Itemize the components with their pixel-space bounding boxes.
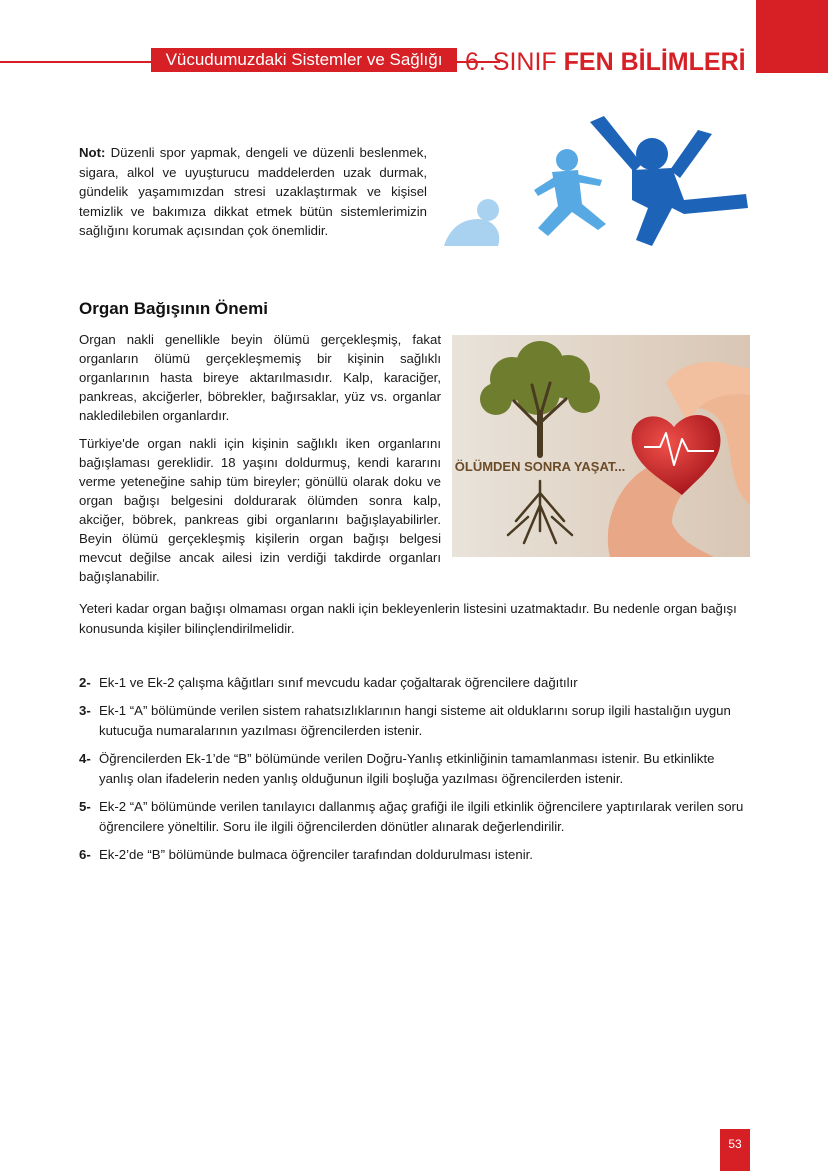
step-number: 6- xyxy=(79,847,91,862)
paragraph-awareness: Yeteri kadar organ bağışı olmaması organ nakli için bekleyenlerin listesini uzatmaktadır. Bu nedenle organ bağışı konusunda kişiler bilinçlendirilmelidir. xyxy=(79,601,737,636)
subject-label: FEN BİLİMLERİ xyxy=(563,48,746,76)
header-corner-block xyxy=(756,0,828,73)
adult-silhouette xyxy=(590,116,748,246)
grade-label: 6. SINIF xyxy=(465,48,557,76)
paragraph-turkey-donation: Türkiye'de organ nakli için kişinin sağlıklı iken organlarını bağışlaması gereklidir. 18 yaşını doldurmuş, kendi kararını verme yeteneğine sahip tüm bireyler; gönüllü olarak doku ve organ bağışı belgesini doldurarak ölümden sonra kalp, akciğer, böbrek, pankreas gibi organlarını bağışlayabilirler. Beyin ölümü gerçekleşmiş kişilerin organ bağışı belgesi mevcut değilse ancak ailesi izin verdiği takdirde organları bağışlanabilir. xyxy=(79,436,441,584)
list-item xyxy=(79,749,751,789)
step-text: Ek-1 ve Ek-2 çalışma kâğıtları sınıf mevcudu kadar çoğaltarak öğrencilere dağıtılır xyxy=(99,675,578,690)
page-number: 53 xyxy=(720,1129,750,1171)
step-number: 3- xyxy=(79,703,91,718)
course-title xyxy=(465,47,750,77)
instruction-list xyxy=(79,673,751,873)
baby-silhouette xyxy=(444,199,499,246)
list-item xyxy=(79,673,751,693)
note-paragraph xyxy=(79,143,427,241)
photo-caption: ÖLÜMDEN SONRA YAŞAT... xyxy=(454,459,626,474)
step-number: 2- xyxy=(79,675,91,690)
paragraph-organ-transplant: Organ nakli genellikle beyin ölümü gerçekleşmiş, fakat organların ölümü gerçekleşmemiş bir kişinin sağlıklı organlarının hasta bireye aktarılmasıdır. Kalp, karaciğer, pankreas, akciğerler, böbrekler, bağırsaklar, yüz vs. organlar nakledilebilen organlardır. xyxy=(79,332,441,423)
list-item xyxy=(79,701,751,741)
note-label: Not: xyxy=(79,145,106,160)
step-text: Ek-2’de “B” bölümünde bulmaca öğrenciler tarafından doldurulması istenir. xyxy=(99,847,533,862)
organ-donation-photo xyxy=(452,335,750,557)
note-text: Düzenli spor yapmak, dengeli ve düzenli beslenmek, sigara, alkol ve uyuşturucu maddelerden uzak durmak, gündelik yaşamımızdan stresi uzaklaştırmak ve kişisel temizlik ve bakımıza dikkat etmek bütün sistemlerimizin sağlığını korumak açısından çok önemlidir. xyxy=(79,145,427,238)
step-text: Öğrencilerden Ek-1’de “B” bölümünde verilen Doğru-Yanlış etkinliğinin tamamlanması istenir. Bu etkinlikte yanlış olan ifadelerin neden yanlış olduğunun ilgili boşluğa yazılması öğrencilerden istenir. xyxy=(99,751,715,786)
growth-silhouettes-illustration xyxy=(436,112,752,252)
step-number: 5- xyxy=(79,799,91,814)
step-text: Ek-1 “A” bölümünde verilen sistem rahatsızlıklarının hangi sisteme ait olduklarını sorup ilgili hastalığın uygun kutucuğa numaralarının yazılması öğrencilerden istenir. xyxy=(99,703,731,738)
step-number: 4- xyxy=(79,751,91,766)
section-title: Organ Bağışının Önemi xyxy=(79,299,268,318)
unit-title: Vücudumuzdaki Sistemler ve Sağlığı xyxy=(151,48,457,72)
list-item xyxy=(79,845,751,865)
child-silhouette xyxy=(534,149,606,236)
list-item xyxy=(79,797,751,837)
step-text: Ek-2 “A” bölümünde verilen tanılayıcı dallanmış ağaç grafiği ile ilgili etkinlik öğrencilere yaptırılarak verilen soru öğrencilere yöneltilir. Soru ile ilgili öğrencilerden dönütler alınarak değerlendirilir. xyxy=(99,799,744,834)
